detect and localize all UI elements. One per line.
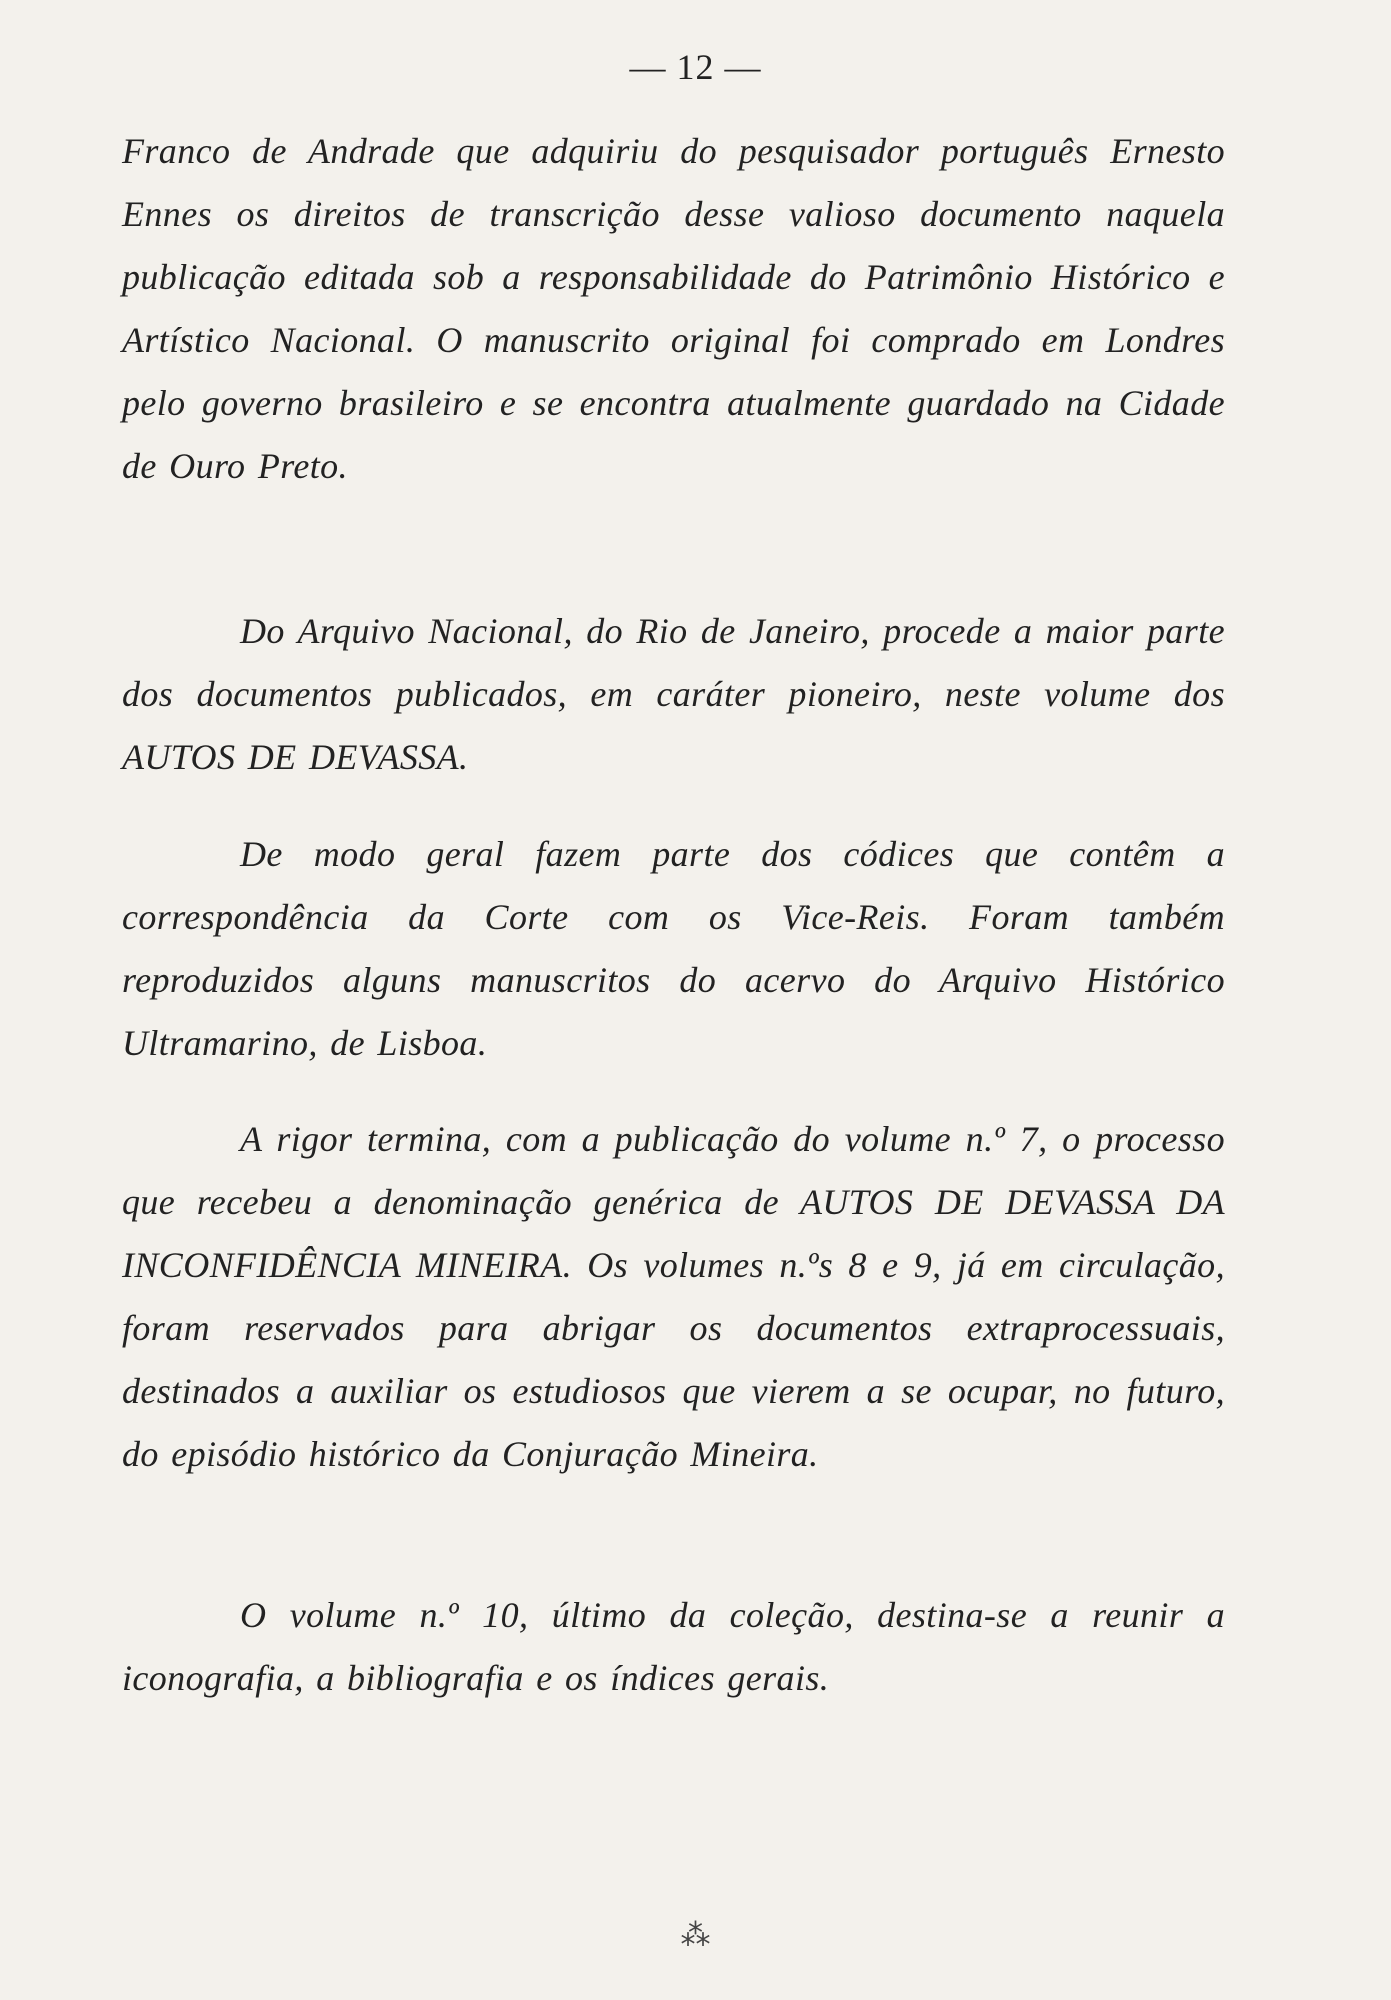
paragraph-volume-10: O volume n.º 10, último da coleção, destina-se a reunir a iconografia, a bibliografia e os índices gerais. <box>122 1595 1225 1698</box>
page-number: — 12 — <box>629 47 762 87</box>
asterism-ornament: ⁂ <box>680 1918 711 1953</box>
paragraph-codices: De modo geral fazem parte dos códices que contêm a correspondência da Corte com os Vice-Reis. Foram também reproduzidos alguns manuscritos do acervo do Arquivo Histórico Ultramarino, de Lisboa. <box>122 834 1225 1063</box>
paragraph-continuation: Franco de Andrade que adquiriu do pesquisador português Ernesto Ennes os direitos de transcrição desse valioso documento naquela publicação editada sob a responsabilidade do Patrimônio Histórico e Artístico Nacional. O manuscrito original foi comprado em Londres pelo governo brasileiro e se encontra atualmente guardado na Cidade de Ouro Preto. <box>122 131 1225 486</box>
paragraph-rigor-termina: A rigor termina, com a publicação do volume n.º 7, o processo que recebeu a denominação genérica de AUTOS DE DEVASSA DA INCONFIDÊNCIA MINEIRA. Os volumes n.ºs 8 e 9, já em circulação, foram reservados para abrigar os documentos extraprocessuais, destinados a auxiliar os estudiosos que vierem a se ocupar, no futuro, do episódio histórico da Conjuração Mineira. <box>122 1119 1225 1474</box>
paragraph-arquivo-nacional: Do Arquivo Nacional, do Rio de Janeiro, procede a maior parte dos documentos publicados, em caráter pioneiro, neste volume dos AUTOS DE DEVASSA. <box>122 611 1225 777</box>
